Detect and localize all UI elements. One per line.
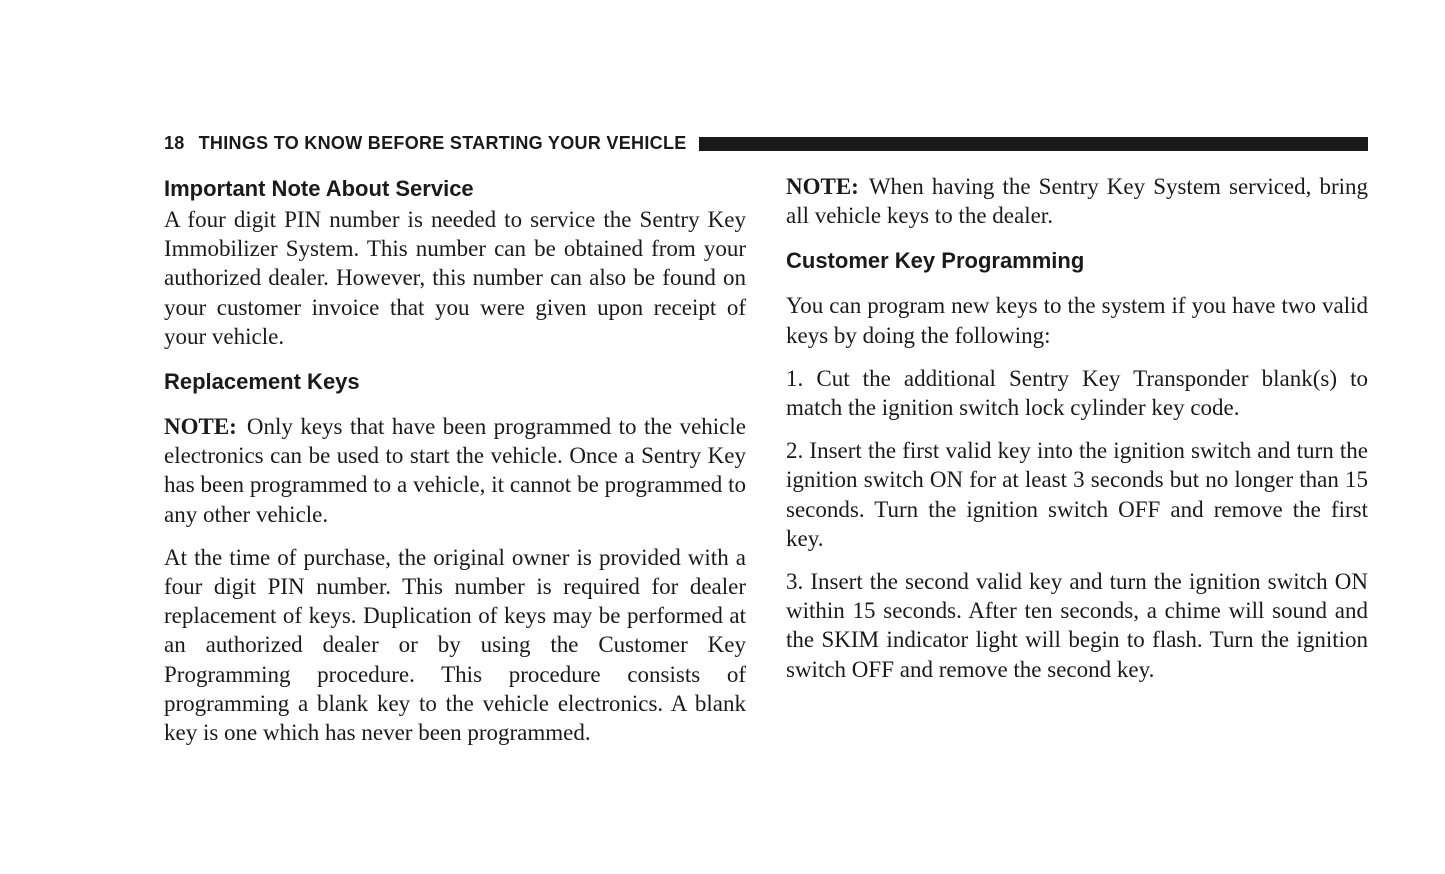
right-column (786, 172, 1368, 684)
page-number: 18 (164, 132, 185, 153)
service-heading: Important Note About Service (164, 176, 474, 201)
chapter-title: THINGS TO KNOW BEFORE STARTING YOUR VEHICLE (198, 132, 687, 153)
header-rule (699, 137, 1368, 151)
programming-step-2: 2. Insert the first valid key into the ignition switch and turn the ignition switch ON for at least 3 seconds but no longer than 15 seconds. Turn the ignition switch OFF and remove the first key. (786, 438, 1368, 551)
note-label: NOTE: (786, 174, 859, 199)
customer-key-programming-heading: Customer Key Programming (786, 248, 1085, 274)
programming-step-3: 3. Insert the second valid key and turn the ignition switch ON within 15 seconds. After ten seconds, a chime will sound and the SKIM indicator light will begin to flash. Turn the ignition switch OFF and remove the second key. (786, 569, 1368, 682)
service-note (786, 172, 1368, 230)
page-header (164, 131, 1368, 155)
programming-intro: You can program new keys to the system if you have two valid keys by doing the following: (786, 293, 1368, 348)
replacement-keys-heading: Replacement Keys (164, 369, 360, 395)
replacement-note (164, 412, 746, 529)
programming-step-1: 1. Cut the additional Sentry Key Transponder blank(s) to match the ignition switch lock cylinder key code. (786, 365, 1368, 421)
service-paragraph: A four digit PIN number is needed to service the Sentry Key Immobilizer System. This number can be obtained from your authorized dealer. However, this number can also be found on your customer invoice that you were given upon receipt of your vehicle. (164, 207, 746, 349)
left-column (164, 172, 746, 747)
note-text: When having the Sentry Key System serviced, bring all vehicle keys to the dealer. (786, 174, 1368, 229)
purchase-paragraph: At the time of purchase, the original owner is provided with a four digit PIN number. This number is required for dealer replacement of keys. Duplication of keys may be performed at an authorized dealer or by using the Customer Key Programming procedure. This procedure consists of programming a blank key to the vehicle electronics. A blank key is one which has never been programmed. (164, 544, 746, 746)
note-text: Only keys that have been programmed to the vehicle electronics can be used to start the vehicle. Once a Sentry Key has been programmed to a vehicle, it cannot be programmed to any other vehicle. (164, 414, 746, 527)
note-label: NOTE: (164, 414, 237, 440)
